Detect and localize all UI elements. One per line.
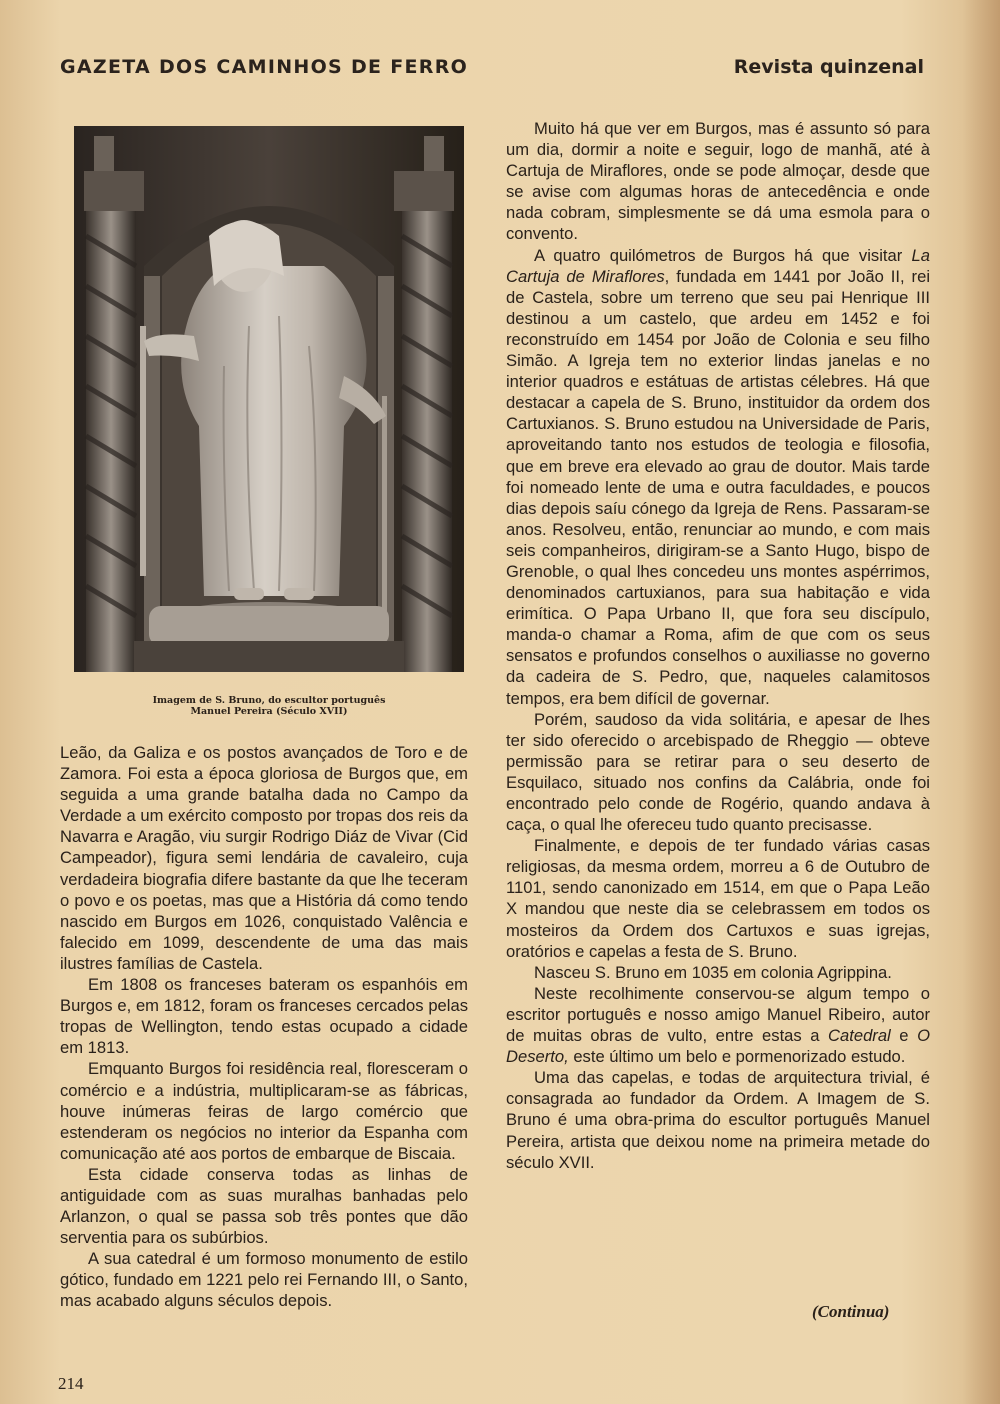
paragraph xyxy=(506,983,930,1067)
paragraph: Uma das capelas, e todas de arquitectura trivial, é consagrada ao fundador da Ordem. A Imagem de S. Bruno é uma obra-prima do escultor português Manuel Pereira, artista que deixou nome na primeira metade do século XVII. xyxy=(506,1068,930,1172)
paragraph: Finalmente, e depois de ter fundado várias casas religiosas, da mesma ordem, morreu a 6 de Outubro de 1101, sendo canonizado em 1514, em que o Papa Leão X mandou que neste dia se celebrassem em todos os mosteiros da Ordem dos Cartuxos e suas igrejas, oratórios e capelas a festa de S. Bruno. xyxy=(506,836,930,961)
text-run: este último um belo e pormenorizado estudo. xyxy=(568,1047,906,1067)
text-run: e xyxy=(890,1026,918,1046)
text-run: Neste recolhimente conservou-se algum tempo o escritor português e nosso amigo Manuel Ribeiro, autor de muitas obras de vulto, entre estas a xyxy=(506,983,930,1046)
left-text-column xyxy=(60,742,468,1312)
figure-caption xyxy=(74,695,464,717)
paragraph: Muito há que ver em Burgos, mas é assunto só para um dia, dormir a noite e seguir, logo de manhã, até à Cartuja de Miraflores, onde se pode almoçar, desde que se avise com algumas horas de antecedência e onde nada cobram, simplesmente se dá uma esmola para o convento. xyxy=(506,119,930,244)
paragraph: Em 1808 os franceses bateram os espanhóis em Burgos e, em 1812, foram os franceses cercados pelas tropas de Wellington, tendo estas ocupado a cidade em 1813. xyxy=(60,975,468,1058)
caption-line-2: Manuel Pereira (Século XVII) xyxy=(190,706,348,717)
text-run: A quatro quilómetros de Burgos há que visitar xyxy=(534,245,912,265)
magazine-title: GAZETA DOS CAMINHOS DE FERRO xyxy=(60,56,469,78)
paragraph: Porém, saudoso da vida solitária, e apesar de lhes ter sido oferecido o arcebispado de Rheggio — obteve permissão para se retirar para o seu deserto de Esquilaco, situado nos confins da Calábria, onde foi encontrado pelo conde de Rogério, quando andava à caça, o qual lhe ofereceu tudo quanto precisasse. xyxy=(506,709,930,835)
paragraph: A sua catedral é um formoso monumento de estilo gótico, fundado em 1221 pelo rei Fernando III, o Santo, mas acabado alguns séculos depois. xyxy=(60,1249,468,1311)
text-run: , fundada em 1441 por João II, rei de Castela, sobre um terreno que seu pai Henrique III destinou a um castelo, que ardeu em 1452 e foi reconstruído em 1454 por João de Colonia e seu filho Simão. A Igreja tem no exterior lindas janelas e no interior quadros e estátuas de artistas célebres. Há que destacar a capela de S. Bruno, instituidor da ordem dos Cartuxianos. S. Bruno estudou na Universidade de Paris, aproveitando tanto nos estudos de teologia e filosofia, que em breve era elevado ao grau de doutor. Mais tarde foi nomeado lente de uma e outra faculdades, e poucos dias depois saíu cónego da Igreja de Rens. Passaram-se anos. Resolveu, então, renunciar ao mundo, e com mais seis companheiros, dirigiram-se a Santo Hugo, bispo de Grenoble, o qual lhes concedeu uns montes aspérrimos, denominados cartuxianos, para sua habitação e vida erimítica. O Papa Urbano II, que fora seu discípulo, manda-o chamar a Roma, afim de que com os seus sensatos e profundos conselhos o auxiliasse no governo da cadeira de S. Pedro, que, naqueles calamitosos tempos, era bem difícil de governar. xyxy=(506,266,931,708)
paragraph xyxy=(506,245,930,709)
statue-photograph xyxy=(74,126,464,672)
italic-title: O Deserto, xyxy=(506,1026,930,1067)
page-number: 214 xyxy=(58,1374,84,1393)
italic-title: Catedral xyxy=(828,1026,891,1046)
caption-line-1: Imagem de S. Bruno, do escultor português xyxy=(152,695,386,706)
page-edge-shadow xyxy=(962,0,1000,1404)
italic-title: La Cartuja de Miraflores xyxy=(506,245,930,286)
paragraph: Nasceu S. Bruno em 1035 em colonia Agrippina. xyxy=(534,962,892,982)
magazine-subtitle: Revista quinzenal xyxy=(733,56,924,78)
paragraph: Emquanto Burgos foi residência real, floresceram o comércio e a indústria, multiplicaram-se as fábricas, houve inúmeras feiras de largo comércio que estenderam os negócios no interior da Espanha com comunicação até aos portos de embarque de Biscaia. xyxy=(60,1059,468,1163)
paragraph: Leão, da Galiza e os postos avançados de Toro e de Zamora. Foi esta a época gloriosa de Burgos que, em seguida a uma grande batalha dada no Campo da Verdade a um exército composto por tropas dos reis da Navarra e Aragão, viu surgir Rodrigo Diáz de Vivar (Cid Campeador), figura semi lendária de cavaleiro, cuja verdadeira biografia difere bastante da que lhe teceram o povo e os poetas, mas que a História dá como tendo nascido em Burgos em 1026, conquistado Valência e falecido em 1099, descendente de uma das mais ilustres famílias de Castela. xyxy=(60,743,468,973)
continued-note: (Continua) xyxy=(812,1302,890,1321)
right-text-column xyxy=(506,118,930,1173)
statue-illustration xyxy=(74,126,464,672)
paragraph: Esta cidade conserva todas as linhas de antiguidade com as suas muralhas banhadas pelo Arlanzon, o qual se passa sob três pontes que dão serventia para os subúrbios. xyxy=(60,1164,468,1248)
